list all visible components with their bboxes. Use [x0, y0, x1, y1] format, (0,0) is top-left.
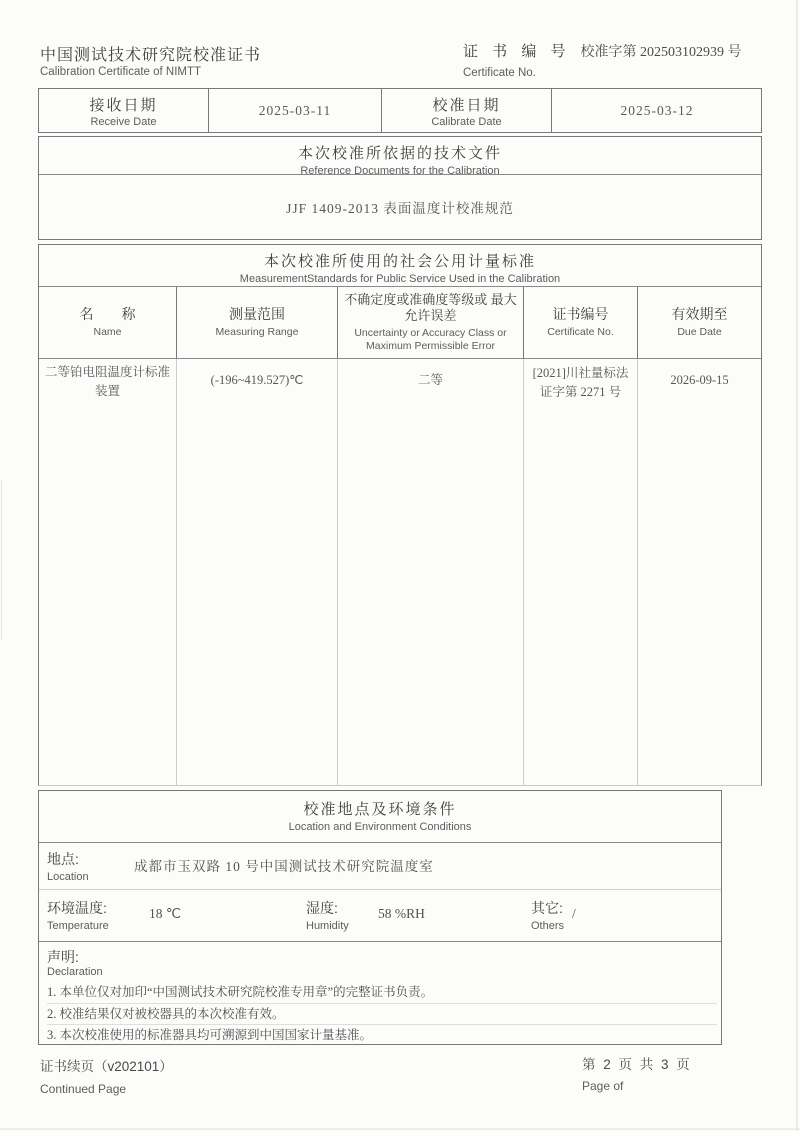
certificate-number-label-cn: 证 书 编 号: [463, 43, 571, 60]
certificate-number-block: [463, 40, 742, 79]
reference-documents-section: [38, 136, 762, 240]
receive-date-label-cn: 接收日期: [89, 96, 158, 114]
column-header-uncertainty-en: Uncertainty or Accuracy Class or Maximum Permissible Error: [354, 326, 507, 352]
calibrate-date-value: 2025-03-12: [620, 102, 694, 118]
standard-certno-cell: [2021]川社量标法证字第 2271 号: [523, 359, 637, 785]
standard-duedate-cell: 2026-09-15: [637, 359, 761, 785]
column-header-range-cn: 测量范围: [229, 306, 285, 323]
column-header-name: [39, 287, 176, 358]
location-value: 成都市玉双路 10 号中国测试技术研究院温度室: [134, 859, 434, 874]
column-header-certno-en: Certificate No.: [547, 325, 614, 338]
location-title-cn: 校准地点及环境条件: [303, 801, 457, 818]
temperature-label-cn: 环境温度:: [47, 900, 107, 916]
standard-name-cell: 二等铂电阻温度计标准装置: [45, 365, 171, 398]
scan-edge-right: [796, 0, 798, 1131]
column-header-duedate: [637, 287, 761, 358]
location-title-en: Location and Environment Conditions: [288, 821, 472, 833]
standard-class-cell: 二等: [337, 359, 523, 785]
receive-date-label-en: Receive Date: [90, 115, 157, 128]
environment-row: [39, 889, 721, 941]
reference-section-title: [39, 137, 761, 175]
standards-title-en: MeasurementStandards for Public Service Used in the Calibration: [239, 273, 561, 285]
measurement-standards-section: [38, 244, 762, 786]
humidity-label-en: Humidity: [306, 920, 349, 932]
temperature-label-en: Temperature: [47, 920, 109, 932]
document-title-cn: 中国测试技术研究院校准证书: [40, 47, 262, 64]
column-header-uncertainty: [337, 287, 523, 358]
receive-date-value-cell: [208, 89, 381, 132]
footer-continued-page-cn: 证书续页（v202101）: [40, 1059, 173, 1074]
standards-table-header: [39, 287, 761, 359]
declaration-item-3: 3. 本次校准使用的标准器具均可溯源到中国国家计量基准。: [47, 1024, 717, 1045]
calibrate-date-value-cell: [551, 89, 762, 132]
location-row: [39, 843, 721, 889]
calibrate-date-label-en: Calibrate Date: [431, 115, 502, 128]
humidity-label-cn: 湿度:: [306, 900, 338, 916]
declaration-item-1: 1. 本单位仅对加印“中国测试技术研究院校准专用章”的完整证书负责。: [47, 985, 434, 999]
others-label-cn: 其它:: [531, 900, 563, 916]
certificate-number-label-en: Certificate No.: [463, 67, 536, 79]
date-table: [38, 88, 762, 133]
declaration-items: [47, 982, 717, 1045]
humidity-label: [306, 898, 349, 932]
scan-edge-bottom: [0, 1128, 800, 1130]
column-header-duedate-en: Due Date: [677, 325, 722, 338]
receive-date-label-cell: [39, 89, 208, 132]
location-environment-section: [38, 790, 722, 1045]
column-header-duedate-cn: 有效期至: [671, 306, 728, 323]
location-section-title: [39, 791, 721, 843]
location-label-cn: 地点:: [47, 851, 79, 867]
standards-section-title: [39, 245, 761, 287]
footer-page-number-en: Page of: [582, 1079, 624, 1093]
reference-document-text: JJF 1409-2013 表面温度计校准规范: [286, 201, 514, 216]
column-header-range-en: Measuring Range: [215, 325, 299, 338]
others-value: /: [572, 906, 576, 921]
column-header-name-en: Name: [93, 325, 122, 338]
column-header-certno-cn: 证书编号: [552, 306, 609, 323]
others-label: [531, 898, 564, 932]
temperature-value: 18 ℃: [149, 906, 182, 921]
calibrate-date-label-cn: 校准日期: [432, 96, 501, 114]
reference-title-en: Reference Documents for the Calibration: [300, 165, 500, 177]
column-header-certno: [523, 287, 637, 358]
declaration-label-cn: 声明:: [47, 949, 79, 965]
standards-table-row: [39, 359, 761, 785]
calibrate-date-label-cell: [381, 89, 551, 132]
receive-date-value: 2025-03-11: [258, 102, 332, 118]
temperature-label: [47, 898, 109, 932]
footer-continued-page-en: Continued Page: [40, 1082, 127, 1096]
others-label-en: Others: [531, 920, 565, 932]
document-title-en: Calibration Certificate of NIMTT: [40, 66, 202, 78]
location-label: [47, 849, 89, 883]
reference-title-cn: 本次校准所依据的技术文件: [297, 145, 502, 162]
footer-page-number-cn: 第 2 页 共 3 页: [582, 1057, 692, 1072]
humidity-value: 58 %RH: [378, 906, 425, 921]
scan-smudge-left: [1, 480, 2, 640]
column-header-uncertainty-cn: 不确定度或准确度等级或 最大允许误差: [344, 292, 517, 324]
declaration-item-2: 2. 校准结果仅对被校器具的本次校准有效。: [47, 1003, 717, 1024]
declaration-section: [39, 941, 721, 1044]
location-label-en: Location: [47, 871, 89, 883]
standard-range-cell: (-196~419.527)℃: [176, 359, 337, 785]
column-header-name-cn: 名 称: [79, 306, 136, 323]
certificate-number-value: 校准字第 202503102939 号: [580, 45, 742, 60]
declaration-label-en: Declaration: [47, 966, 103, 978]
standards-title-cn: 本次校准所使用的社会公用计量标准: [263, 253, 536, 270]
column-header-range: [176, 287, 337, 358]
